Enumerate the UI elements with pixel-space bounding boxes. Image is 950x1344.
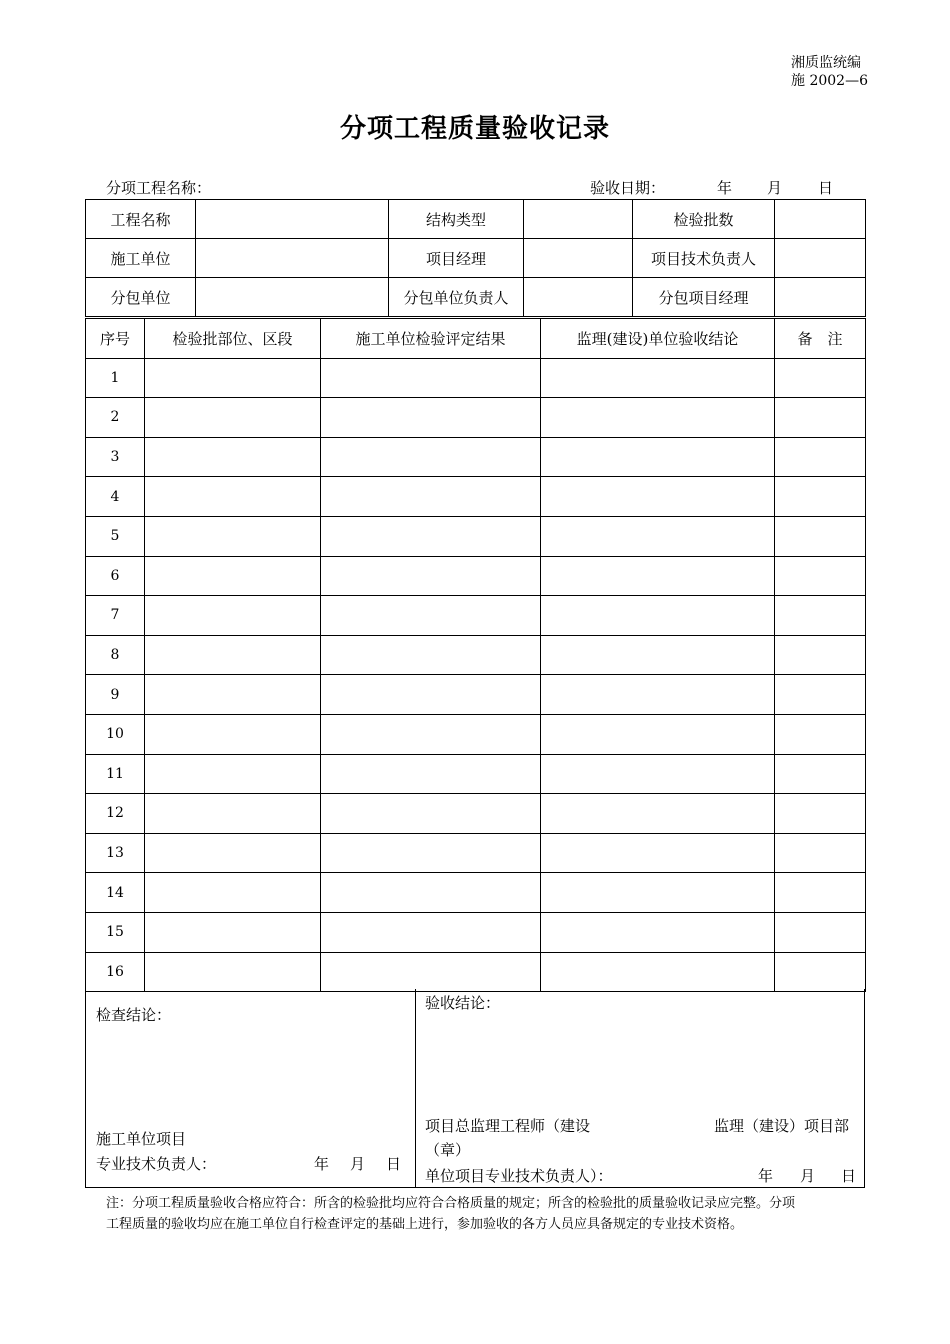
right-stamp-label: 监理（建设）项目部 xyxy=(714,1117,850,1135)
table-row xyxy=(86,477,866,517)
row-index: 1 xyxy=(86,358,145,398)
right-sign-month: 月 xyxy=(800,1167,816,1185)
check-conclusion-label: 检查结论： xyxy=(96,1006,172,1024)
date-day: 日 xyxy=(818,179,834,197)
row-index: 5 xyxy=(86,516,145,556)
row-location[interactable] xyxy=(145,873,321,913)
row-self-check[interactable] xyxy=(321,873,541,913)
row-remarks[interactable] xyxy=(775,635,866,675)
row-remarks[interactable] xyxy=(775,912,866,952)
table-row xyxy=(86,873,866,913)
sub-manager-label: 分包项目经理 xyxy=(633,278,775,317)
row-location[interactable] xyxy=(145,794,321,834)
date-month: 月 xyxy=(767,179,783,197)
tech-leader-value[interactable] xyxy=(775,239,866,278)
row-self-check[interactable] xyxy=(321,437,541,477)
table-row xyxy=(86,714,866,754)
acceptance-date-label: 验收日期： xyxy=(590,179,666,197)
row-remarks[interactable] xyxy=(775,833,866,873)
row-location[interactable] xyxy=(145,516,321,556)
table-row xyxy=(86,794,866,834)
row-location[interactable] xyxy=(145,437,321,477)
row-remarks[interactable] xyxy=(775,596,866,636)
structure-type-label: 结构类型 xyxy=(389,200,524,239)
row-remarks[interactable] xyxy=(775,516,866,556)
row-supervision[interactable] xyxy=(541,437,775,477)
row-remarks[interactable] xyxy=(775,398,866,438)
row-index: 11 xyxy=(86,754,145,794)
col-header-index: 序号 xyxy=(86,319,145,359)
table-header-row xyxy=(86,319,866,359)
row-remarks[interactable] xyxy=(775,556,866,596)
row-location[interactable] xyxy=(145,635,321,675)
row-self-check[interactable] xyxy=(321,754,541,794)
row-location[interactable] xyxy=(145,952,321,992)
row-index: 12 xyxy=(86,794,145,834)
row-self-check[interactable] xyxy=(321,596,541,636)
row-index: 3 xyxy=(86,437,145,477)
table-row xyxy=(86,675,866,715)
table-row xyxy=(86,556,866,596)
row-index: 6 xyxy=(86,556,145,596)
row-remarks[interactable] xyxy=(775,675,866,715)
project-manager-label: 项目经理 xyxy=(389,239,524,278)
row-index: 15 xyxy=(86,912,145,952)
table-row xyxy=(86,596,866,636)
batch-count-value[interactable] xyxy=(775,200,866,239)
table-row xyxy=(86,516,866,556)
right-sign-day: 日 xyxy=(841,1167,857,1185)
row-self-check[interactable] xyxy=(321,833,541,873)
form-code-line2: 施 2002—6 xyxy=(791,73,868,89)
row-remarks[interactable] xyxy=(775,477,866,517)
row-remarks[interactable] xyxy=(775,437,866,477)
row-supervision[interactable] xyxy=(541,794,775,834)
row-location[interactable] xyxy=(145,675,321,715)
row-remarks[interactable] xyxy=(775,794,866,834)
row-supervision[interactable] xyxy=(541,833,775,873)
left-signer-line1: 施工单位项目 xyxy=(96,1130,187,1148)
row-supervision[interactable] xyxy=(541,635,775,675)
row-supervision[interactable] xyxy=(541,596,775,636)
row-location[interactable] xyxy=(145,596,321,636)
row-self-check[interactable] xyxy=(321,952,541,992)
row-self-check[interactable] xyxy=(321,358,541,398)
col-header-supervision: 监理(建设)单位验收结论 xyxy=(541,319,775,359)
table-row xyxy=(86,635,866,675)
row-self-check[interactable] xyxy=(321,477,541,517)
row-supervision[interactable] xyxy=(541,398,775,438)
tech-leader-label: 项目技术负责人 xyxy=(633,239,775,278)
row-self-check[interactable] xyxy=(321,398,541,438)
row-supervision[interactable] xyxy=(541,912,775,952)
row-supervision[interactable] xyxy=(541,754,775,794)
table-row xyxy=(86,358,866,398)
left-sign-date: 年 月 日 xyxy=(314,1155,405,1173)
row-index: 2 xyxy=(86,398,145,438)
construction-unit-value[interactable] xyxy=(196,239,389,278)
batch-count-label: 检验批数 xyxy=(633,200,775,239)
table-row xyxy=(86,912,866,952)
sub-unit-value[interactable] xyxy=(196,278,389,317)
row-index: 8 xyxy=(86,635,145,675)
construction-unit-label: 施工单位 xyxy=(86,239,196,278)
row-remarks[interactable] xyxy=(775,873,866,913)
project-name-label: 工程名称 xyxy=(86,200,196,239)
footnote-line1: 注：分项工程质量验收合格应符合：所含的检验批均应符合合格质量的规定；所含的检验批的质量验收记录应完整。分项 xyxy=(106,1196,796,1211)
sub-unit-label: 分包单位 xyxy=(86,278,196,317)
row-location[interactable] xyxy=(145,754,321,794)
footnote-line2: 工程质量的验收均应在施工单位自行检查评定的基础上进行，参加验收的各方人员应具备规定的专业技术资格。 xyxy=(106,1217,744,1232)
left-signer-line2: 专业技术负责人： xyxy=(96,1155,217,1173)
right-signer-line2: 单位项目专业技术负责人）： xyxy=(425,1167,613,1185)
row-remarks[interactable] xyxy=(775,754,866,794)
sub-unit-leader-label: 分包单位负责人 xyxy=(389,278,524,317)
row-remarks[interactable] xyxy=(775,714,866,754)
info-row xyxy=(86,200,866,239)
row-supervision[interactable] xyxy=(541,477,775,517)
structure-type-value[interactable] xyxy=(524,200,633,239)
row-supervision[interactable] xyxy=(541,952,775,992)
info-row xyxy=(86,278,866,317)
col-header-self-check: 施工单位检验评定结果 xyxy=(321,319,541,359)
project-manager-value[interactable] xyxy=(524,239,633,278)
row-index: 7 xyxy=(86,596,145,636)
info-row xyxy=(86,239,866,278)
project-info-table xyxy=(85,199,866,317)
conclusion-section xyxy=(85,989,865,1188)
sub-unit-leader-value[interactable] xyxy=(524,278,633,317)
row-index: 9 xyxy=(86,675,145,715)
row-index: 10 xyxy=(86,714,145,754)
right-signer-line1: 项目总监理工程师（建设 xyxy=(425,1117,591,1135)
row-supervision[interactable] xyxy=(541,714,775,754)
row-self-check[interactable] xyxy=(321,635,541,675)
row-location[interactable] xyxy=(145,556,321,596)
project-name-value[interactable] xyxy=(196,200,389,239)
row-supervision[interactable] xyxy=(541,675,775,715)
row-index: 14 xyxy=(86,873,145,913)
row-index: 13 xyxy=(86,833,145,873)
row-self-check[interactable] xyxy=(321,556,541,596)
sub-manager-value[interactable] xyxy=(775,278,866,317)
row-location[interactable] xyxy=(145,833,321,873)
row-remarks[interactable] xyxy=(775,952,866,992)
footnote xyxy=(106,1193,866,1235)
row-remarks[interactable] xyxy=(775,358,866,398)
row-supervision[interactable] xyxy=(541,556,775,596)
table-row xyxy=(86,437,866,477)
row-location[interactable] xyxy=(145,912,321,952)
table-row xyxy=(86,952,866,992)
right-stamp-note: （章） xyxy=(425,1141,471,1159)
inspection-batch-table xyxy=(85,318,866,992)
sub-project-name-label: 分项工程名称： xyxy=(106,179,212,197)
row-self-check[interactable] xyxy=(321,675,541,715)
row-self-check[interactable] xyxy=(321,516,541,556)
row-supervision[interactable] xyxy=(541,358,775,398)
row-index: 16 xyxy=(86,952,145,992)
right-sign-year: 年 xyxy=(758,1167,774,1185)
table-row xyxy=(86,833,866,873)
col-header-remarks: 备 注 xyxy=(775,319,866,359)
row-location[interactable] xyxy=(145,398,321,438)
row-location[interactable] xyxy=(145,714,321,754)
date-year: 年 xyxy=(717,179,733,197)
table-row xyxy=(86,754,866,794)
row-supervision[interactable] xyxy=(541,516,775,556)
row-self-check[interactable] xyxy=(321,912,541,952)
table-row xyxy=(86,398,866,438)
col-header-location: 检验批部位、区段 xyxy=(145,319,321,359)
row-location[interactable] xyxy=(145,358,321,398)
row-self-check[interactable] xyxy=(321,714,541,754)
row-index: 4 xyxy=(86,477,145,517)
page-title: 分项工程质量验收记录 xyxy=(339,114,610,144)
row-self-check[interactable] xyxy=(321,794,541,834)
form-code-line1: 湘质监统编 xyxy=(791,55,861,71)
row-location[interactable] xyxy=(145,477,321,517)
conclusion-divider xyxy=(415,989,416,1187)
form-code xyxy=(791,54,868,90)
row-supervision[interactable] xyxy=(541,873,775,913)
acceptance-conclusion-label: 验收结论： xyxy=(425,994,501,1012)
